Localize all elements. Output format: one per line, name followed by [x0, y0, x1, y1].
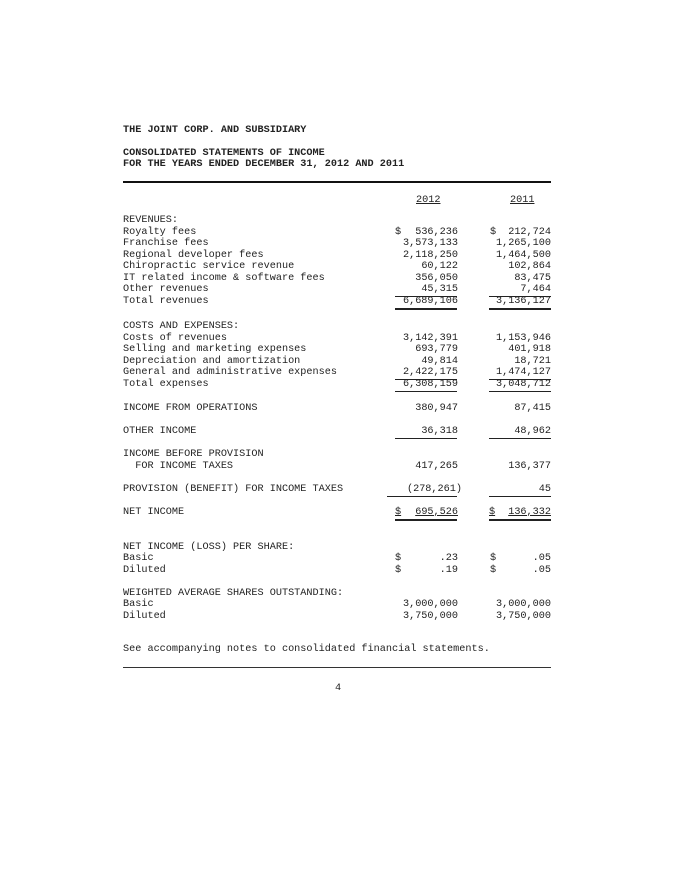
table-row-total: [123, 296, 551, 308]
expenses-heading-row: [123, 321, 551, 333]
row-label: Depreciation and amortization: [123, 355, 301, 367]
table-row: [123, 261, 551, 273]
row-label: Royalty fees: [123, 226, 197, 238]
value-2011: 1,265,100: [495, 238, 551, 249]
eps-heading: NET INCOME (LOSS) PER SHARE:: [123, 541, 295, 553]
value-2012: (278,261): [406, 483, 462, 495]
footer-rule: [123, 667, 551, 668]
table-row: [123, 333, 551, 345]
statement-title: CONSOLIDATED STATEMENTS OF INCOME: [123, 148, 325, 159]
value-2011: 1,474,127: [495, 367, 551, 378]
eps-heading-row: [123, 542, 551, 554]
value-2012: 695,526: [415, 506, 458, 518]
row-label: Regional developer fees: [123, 249, 264, 261]
table-row: [123, 599, 551, 611]
value-2012: 45,315: [421, 284, 458, 295]
total-underline: [489, 391, 551, 392]
value-2012: 3,142,391: [402, 332, 458, 344]
value-2011: 18,721: [514, 355, 551, 367]
row-label: NET INCOME: [123, 506, 185, 518]
revenues-heading: REVENUES:: [123, 215, 179, 226]
total-underline: [489, 519, 551, 521]
value-2011: 3,048,712: [495, 379, 551, 390]
value-2012: 380,947: [415, 403, 458, 414]
row-label: Basic: [123, 553, 154, 564]
row-label: FOR INCOME TAXES: [123, 460, 234, 472]
income-before-tax-heading-row: [123, 449, 551, 461]
total-underline: [395, 519, 457, 521]
value-2012: 49,814: [421, 355, 458, 367]
expenses-heading: COSTS AND EXPENSES:: [123, 321, 240, 332]
value-2012: 693,779: [415, 344, 458, 355]
revenues-heading-row: [123, 215, 551, 227]
value-2011: 45: [538, 483, 551, 495]
table-row: [123, 356, 551, 368]
row-label: Total expenses: [123, 379, 209, 390]
footer-note: See accompanying notes to consolidated financial statements.: [123, 644, 490, 655]
value-2011: 83,475: [514, 272, 551, 284]
income-from-operations-row: [123, 403, 551, 415]
value-2011: 102,864: [508, 261, 551, 272]
dollar-sign: $: [395, 564, 402, 576]
company-name: THE JOINT CORP. AND SUBSIDIARY: [123, 125, 307, 136]
value-2011: 1,464,500: [495, 249, 551, 261]
row-label: Costs of revenues: [123, 332, 227, 344]
row-label: INCOME BEFORE PROVISION: [123, 449, 264, 460]
value-2011: 3,750,000: [495, 610, 551, 622]
value-2012: 2,422,175: [402, 367, 458, 378]
total-underline: [395, 308, 457, 310]
row-label: Other revenues: [123, 284, 209, 295]
subtotal-underline: [395, 438, 457, 439]
subtotal-underline: [489, 438, 551, 439]
table-row: [123, 344, 551, 356]
value-2012: 356,050: [415, 272, 458, 284]
statement-period: FOR THE YEARS ENDED DECEMBER 31, 2012 AND 2011: [123, 159, 405, 170]
value-2011: 3,136,127: [495, 296, 551, 307]
shares-heading: WEIGHTED AVERAGE SHARES OUTSTANDING:: [123, 587, 344, 599]
value-2012: .19: [439, 564, 458, 576]
value-2012: 417,265: [415, 460, 458, 472]
dollar-sign: $: [490, 564, 497, 576]
table-row-total: [123, 379, 551, 391]
value-2011: 1,153,946: [495, 332, 551, 344]
value-2011: 48,962: [514, 426, 551, 437]
dollar-sign: $: [490, 226, 497, 238]
subtotal-underline: [387, 496, 457, 497]
income-before-tax-row: [123, 461, 551, 473]
row-label: Total revenues: [123, 296, 209, 307]
table-row: [123, 238, 551, 250]
row-label: INCOME FROM OPERATIONS: [123, 403, 258, 414]
value-2011: 401,918: [508, 344, 551, 355]
dollar-sign: $: [395, 226, 402, 238]
value-2011: 212,724: [508, 226, 551, 238]
provision-row: [123, 484, 551, 496]
table-row: [123, 565, 551, 577]
table-row: [123, 553, 551, 565]
value-2011: 3,000,000: [495, 599, 551, 610]
table-row: [123, 250, 551, 262]
row-label: Diluted: [123, 610, 166, 622]
row-label: Selling and marketing expenses: [123, 344, 307, 355]
column-header-2012: 2012: [416, 195, 441, 206]
value-2012: 3,750,000: [402, 610, 458, 622]
row-label: Diluted: [123, 564, 166, 576]
row-label: IT related income & software fees: [123, 272, 325, 284]
row-label: PROVISION (BENEFIT) FOR INCOME TAXES: [123, 483, 344, 495]
dollar-sign: $: [489, 506, 496, 518]
row-label: OTHER INCOME: [123, 426, 197, 437]
value-2012: 536,236: [415, 226, 458, 238]
dollar-sign: $: [395, 506, 402, 518]
table-row: [123, 273, 551, 285]
table-row: [123, 611, 551, 623]
row-label: Chiropractic service revenue: [123, 261, 295, 272]
value-2012: 6,689,106: [402, 296, 458, 307]
value-2012: 3,573,133: [402, 238, 458, 249]
value-2011: .05: [532, 553, 551, 564]
value-2011: 7,464: [520, 284, 551, 295]
row-label: General and administrative expenses: [123, 367, 337, 378]
total-underline: [489, 308, 551, 310]
value-2011: 87,415: [514, 403, 551, 414]
value-2012: 3,000,000: [402, 599, 458, 610]
column-header-2011: 2011: [510, 195, 535, 206]
value-2011: .05: [532, 564, 551, 576]
value-2012: 2,118,250: [402, 249, 458, 261]
page-number: 4: [335, 683, 342, 694]
row-label: Franchise fees: [123, 238, 209, 249]
total-underline: [395, 391, 457, 392]
dollar-sign: $: [395, 553, 402, 564]
header-rule: [123, 181, 551, 183]
value-2012: .23: [439, 553, 458, 564]
value-2012: 36,318: [421, 426, 458, 437]
table-row: [123, 227, 551, 239]
value-2012: 6,308,159: [402, 379, 458, 390]
net-income-row: [123, 507, 551, 519]
value-2011: 136,332: [508, 506, 551, 518]
row-label: Basic: [123, 599, 154, 610]
other-income-row: [123, 426, 551, 438]
table-row: [123, 284, 551, 296]
shares-heading-row: [123, 588, 551, 600]
table-row: [123, 367, 551, 379]
value-2011: 136,377: [508, 460, 551, 472]
value-2012: 60,122: [421, 261, 458, 272]
dollar-sign: $: [490, 553, 497, 564]
subtotal-underline: [489, 496, 551, 497]
